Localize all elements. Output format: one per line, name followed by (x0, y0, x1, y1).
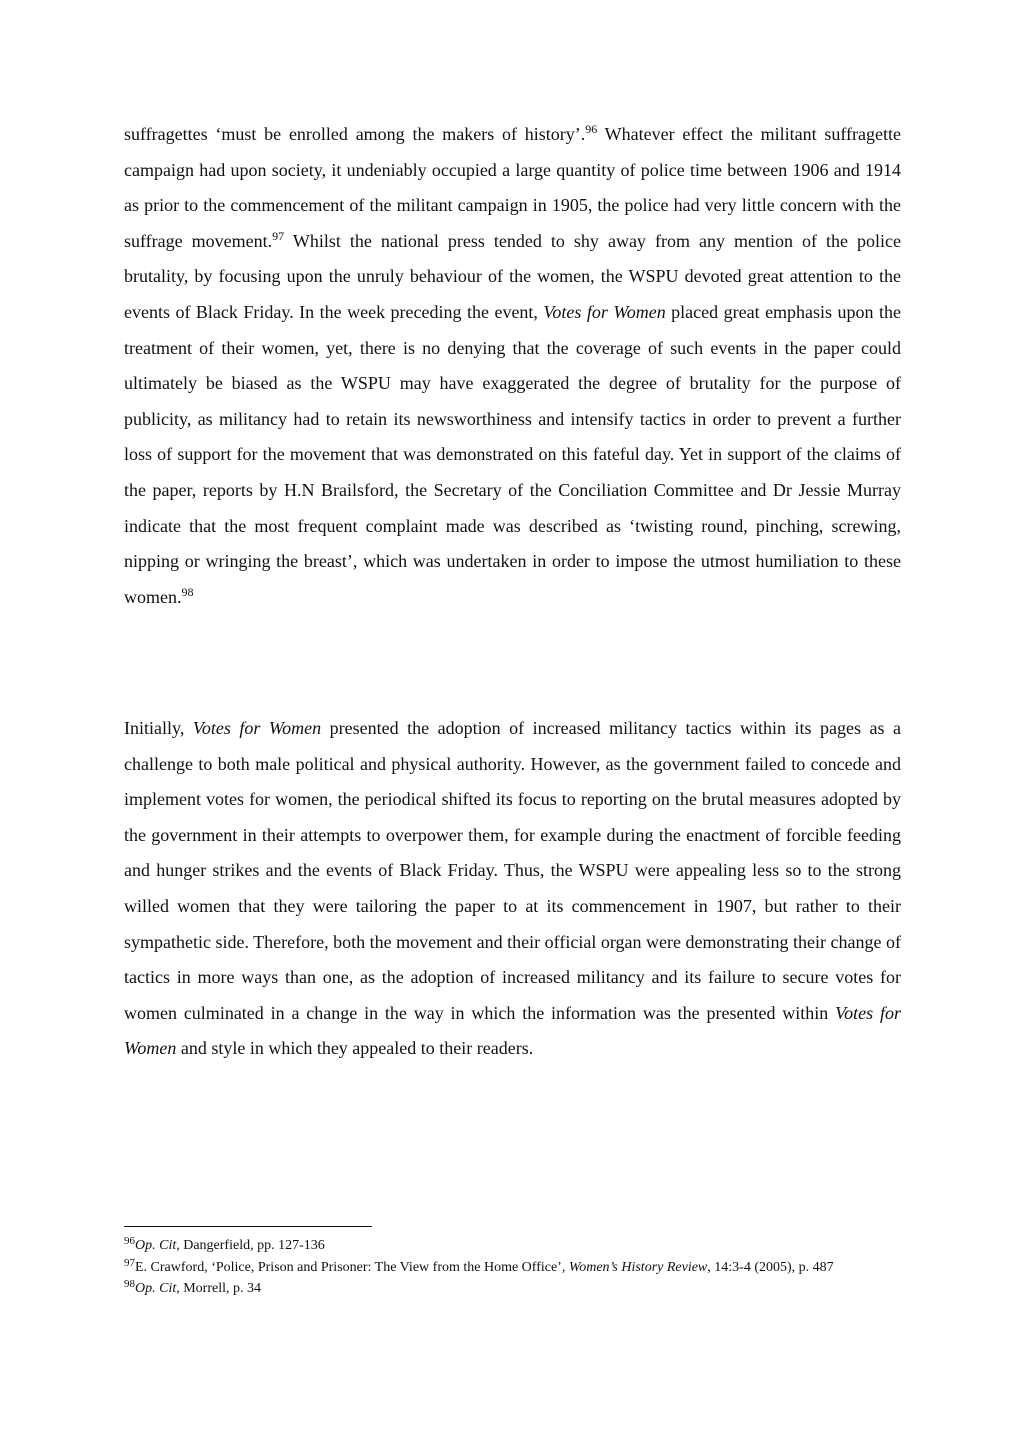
footnote-text: Morrell, p. 34 (179, 1281, 261, 1297)
footnote-italic: Op. Cit (135, 1238, 177, 1253)
text-run: and style in which they appealed to their readers. (176, 1038, 534, 1059)
text-run: Whatever effect the militant suffragette campaign had upon society, it undeniably occupied a large quantity of police time between 1906 and 1914 as prior to the commencement of the militant campaign in 1905, the police had very little concern with the suffrage movement. (124, 124, 901, 251)
footnote-number: 98 (124, 1278, 135, 1291)
footnote-divider (124, 1226, 372, 1227)
text-run: presented the adoption of increased militancy tactics within its pages as a challenge to both male political and physical authority. However, as the government failed to concede and implement votes for women, the periodical shifted its focus to reporting on the brutal measures adopted by the government in their attempts to overpower them, for example during the enactment of forcible feeding and hunger strikes and the events of Black Friday. Thus, the WSPU were appealing less so to the strong willed women that they were tailoring the paper to at its commencement in 1907, but rather to their sympathetic side. Therefore, both the movement and their official organ were demonstrating their change of tactics in more ways than one, as the adoption of increased militancy and its failure to secure votes for women culminated in a change in the way in which the information was the presented within (124, 718, 901, 1023)
footnote-number: 97 (124, 1256, 135, 1269)
footnotes (124, 1235, 901, 1300)
text-run: Whilst the national press tended to shy away from any mention of the police brutality, by focusing upon the unruly behaviour of the women, the WSPU devoted great attention to the events of Black Friday. In the week preceding the event, (124, 230, 901, 322)
footnote-number: 96 (124, 1235, 135, 1247)
text-run: suffragettes ‘must be enrolled among the makers of history’. (124, 124, 586, 144)
footnote-marker-97[interactable]: 97 (272, 228, 285, 243)
footnote-text: , 14:3-4 (2005), p. 487 (707, 1259, 834, 1275)
footnote-text: , Dangerfield, pp. 127-136 (176, 1238, 325, 1253)
text-run: Initially, (124, 718, 193, 738)
footnote-97 (124, 1257, 901, 1279)
publication-title: Votes for Women (124, 1002, 901, 1059)
footnote-marker-96[interactable]: 96 (585, 122, 598, 136)
body-paragraph-2 (124, 711, 901, 1067)
publication-title: Votes for Women (543, 301, 666, 322)
footnote-italic: Op. Cit, (135, 1281, 180, 1297)
text-run: placed great emphasis upon the treatment of their women, yet, there is no denying that the coverage of such events in the paper could ultimately be biased as the WSPU may have exaggerated the degree of brutality for the purpose of publicity, as militancy had to retain its newsworthiness and intensify tactics in order to prevent a further loss of support for the movement that was demonstrated on this fateful day. Yet in support of the claims of the paper, reports by H.N Brailsford, the Secretary of the Conciliation Committee and Dr Jessie Murray indicate that the most frequent complaint made was described as ‘twisting round, pinching, screwing, nipping or wringing the breast’, which was undertaken in order to impose the utmost humiliation to these women. (124, 301, 901, 607)
body-paragraph-1 (124, 117, 901, 615)
footnote-96 (124, 1235, 901, 1257)
publication-title: Votes for Women (192, 718, 322, 738)
footnote-98 (124, 1278, 901, 1300)
footnote-text: E. Crawford, ‘Police, Prison and Prisoner: The View from the Home Office’, (135, 1259, 569, 1275)
footnote-italic: Women’s History Review (568, 1259, 708, 1275)
footnote-marker-98[interactable]: 98 (181, 584, 194, 599)
